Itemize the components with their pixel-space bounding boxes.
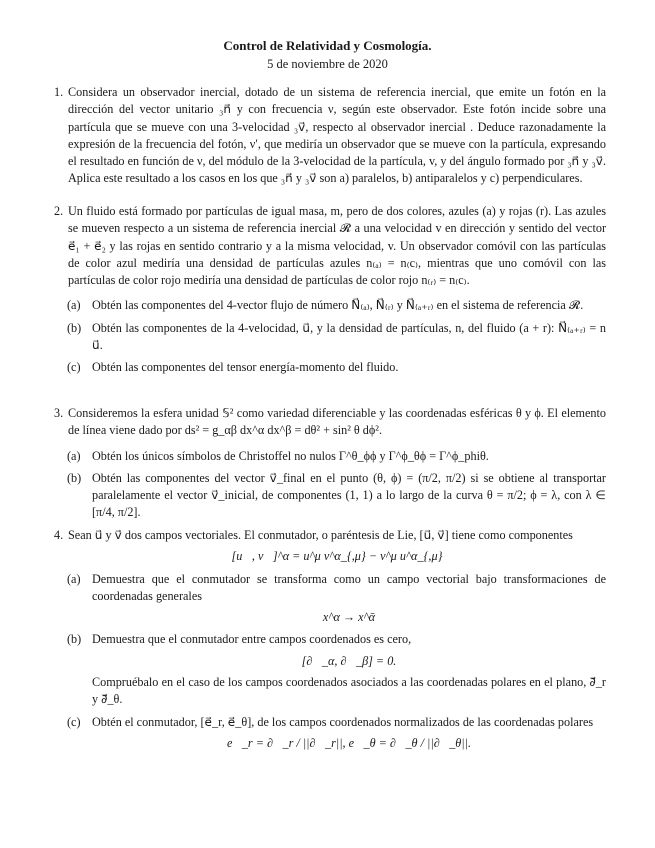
subitem-text: Obtén las componentes del 4-vector flujo de número N⃗₍ₐ₎, N⃗₍ᵣ₎ y N⃗₍ₐ₊ᵣ₎ en el sistema de referencia 𝓡. <box>92 298 584 313</box>
document-date: 5 de noviembre de 2020 <box>267 57 388 71</box>
subitem-text-continued: Compruébalo en el caso de los campos coordenados asociados a las coordenadas polares en el plano, ∂⃗_r y ∂⃗_θ. <box>92 675 606 707</box>
subitem-text: Obtén las componentes de la 4-velocidad, u⃗, y la densidad de partículas, n, del fluido (a + r): N⃗₍ₐ₊ᵣ₎ = n u⃗. <box>92 320 606 353</box>
subitem-label: (b) <box>67 632 82 647</box>
problem-number: 3. <box>54 406 64 420</box>
subitem-a <box>67 571 606 627</box>
problem-number: 1. <box>54 85 64 99</box>
problem-text: Consideremos la esfera unidad 𝕊² como variedad diferenciable y las coordenadas esféricas θ y ϕ. El elemento de línea viene dado por ds² = g_αβ dx^α dx^β = dθ² + sin² θ dϕ². <box>68 406 606 438</box>
subitem-label: (b) <box>67 470 82 485</box>
subitem-a <box>67 448 606 465</box>
problem-text: Sean u⃗ y v⃗ dos campos vectoriales. El conmutador, o paréntesis de Lie, [u⃗, v⃗] tiene como componentes <box>68 528 573 542</box>
subitem-text: Obtén las componentes del tensor energía-momento del fluido. <box>92 360 399 375</box>
subitem-label: (a) <box>67 298 81 313</box>
subitem-label: (a) <box>67 571 81 586</box>
subitem-text: Obtén las componentes del vector v⃗_final en el punto (θ, ϕ) = (π/2, π/2) si se obtiene al transportar paralelamente el vector v⃗_inicial, de componentes (1, 1) a lo largo de la curva θ = π/2; ϕ = λ, con λ ∈ [π/4, π/2]. <box>92 470 606 520</box>
document-title: Control de Relatividad y Cosmología. <box>223 38 432 53</box>
subitem-a <box>67 297 606 314</box>
problem-text: Considera un observador inercial, dotado de un sistema de referencia inercial, que emite un fotón en la dirección del vector unitario ₃n⃗ y con frecuencia ν, según este observador. Este fotón incide sobre una partícula que se mueve con una 3-velocidad ₃v⃗, respecto al observador inercial . Deduce razonadamente la expresión de la frecuencia del fotón, ν′, que mediría un observador que se mueve con la partícula, expresando el resultado en función de ν, del módulo de la 3-velocidad de la partícula, v, y del ángulo formado por ₃n⃗ y ₃v⃗. Aplica este resultado a los casos en los que ₃n⃗ y ₃v⃗ son a) paralelos, b) antiparalelos y c) perpendiculares. <box>68 85 606 186</box>
subitem-b <box>67 320 606 355</box>
coordinate-commutator-equation: [∂⃗_α, ∂⃗_β] = 0. <box>301 653 397 668</box>
subitem-c <box>67 359 606 376</box>
subitem-text: Obtén el conmutador, [e⃗_r, e⃗_θ], de los campos coordenados normalizados de las coordenadas polares <box>92 714 594 729</box>
problem-number: 4. <box>54 528 64 542</box>
subitem-label: (c) <box>67 714 81 729</box>
subitem-text: Obtén los únicos símbolos de Christoffel no nulos Γ^θ_ϕϕ y Γ^ϕ_θϕ = Γ^ϕ_phiθ. <box>92 448 489 463</box>
subitem-text: Demuestra que el conmutador se transforma como un campo vectorial bajo transformaciones de coordenadas generales <box>92 571 606 603</box>
problem-4 <box>54 527 606 756</box>
problem-1 <box>54 84 606 188</box>
subitem-b <box>67 631 606 708</box>
normalized-fields-equation: e⃗_r = ∂⃗_r / ||∂⃗_r||, e⃗_θ = ∂⃗_θ / ||∂⃗_θ||. <box>226 735 472 750</box>
subitem-label: (b) <box>67 320 82 335</box>
subitem-label: (a) <box>67 448 81 463</box>
problem-2 <box>54 203 606 377</box>
problem-number: 2. <box>54 204 64 218</box>
document-header <box>0 38 655 72</box>
subitem-c <box>67 714 606 753</box>
subitem-text: Demuestra que el conmutador entre campos coordenados es cero, <box>92 632 412 647</box>
commutator-equation: [u⃗, v⃗]^α = u^μ v^α_{,μ} − v^μ u^α_{,μ} <box>231 549 443 564</box>
subitem-b <box>67 470 606 522</box>
problem-text: Un fluido está formado por partículas de igual masa, m, pero de dos colores, azules (a) y rojas (r). Las azules se mueven respecto a un sistema de referencia inercial 𝓡 a una velocidad v en dirección y sentido del vector e⃗₁ + e⃗₂ y las rojas en sentido contrario y a la misma velocidad, v. Un observador comóvil con las partículas de color azul mediría una densidad de partículas azules n₍ₐ₎ = n₍c₎, mientras que uno comóvil con las partículas de color rojo mediría una densidad de partículas de color rojo n₍ᵣ₎ = n₍c₎. <box>68 204 606 288</box>
subitem-label: (c) <box>67 360 81 375</box>
problem-3 <box>54 405 606 522</box>
transformation-equation: x^α → x^ᾱ <box>322 610 376 625</box>
